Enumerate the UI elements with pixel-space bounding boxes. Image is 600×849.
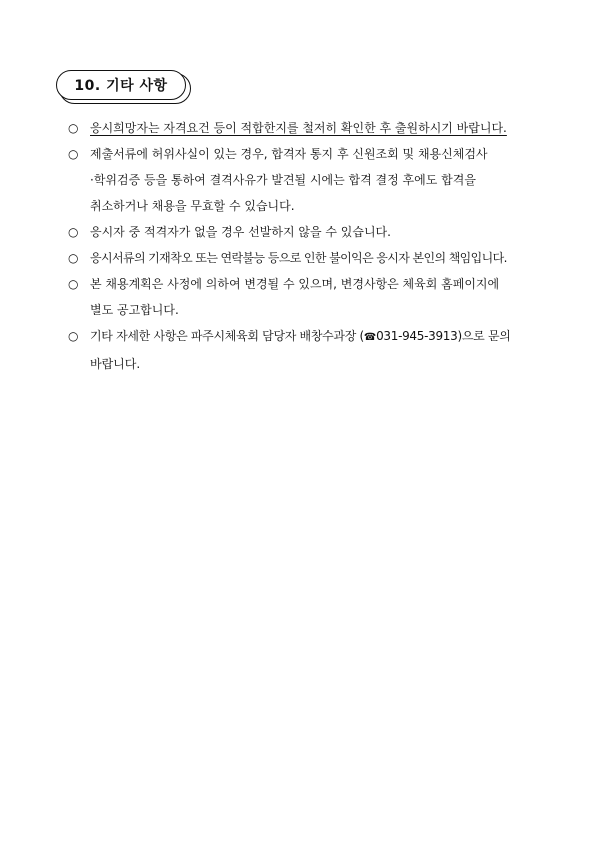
notice-item-no-qualified — [68, 219, 554, 245]
circle-bullet-icon: ○ — [68, 225, 79, 239]
notice-text: 기타 자세한 사항은 파주시체육회 담당자 배창수과장 ( — [90, 329, 364, 343]
notice-contact-line — [90, 323, 554, 351]
circle-bullet-icon: ○ — [68, 121, 79, 135]
notice-text: 취소하거나 채용을 무효할 수 있습니다. — [90, 199, 295, 213]
notice-item-eligibility — [68, 115, 554, 141]
section-header — [56, 70, 192, 104]
notice-text: 본 채용계획은 사정에 의하여 변경될 수 있으며, 변경사항은 체육회 홈페이지에 — [90, 277, 500, 291]
notice-item-plan-change — [68, 271, 554, 323]
circle-bullet-icon: ○ — [68, 147, 79, 161]
notice-text: 바랍니다. — [90, 357, 141, 371]
section-title: 10. 기타 사항 — [56, 70, 186, 100]
notice-list — [68, 115, 554, 377]
notice-text: 응시서류의 기재착오 또는 연락불능 등으로 인한 불이익은 응시자 본인의 책임입니다. — [90, 251, 507, 265]
circle-bullet-icon: ○ — [68, 329, 79, 343]
notice-text: 제출서류에 허위사실이 있는 경우, 합격자 통지 후 신원조회 및 채용신체검사 — [90, 147, 488, 161]
notice-text: ·학위검증 등을 통하여 결격사유가 발견될 시에는 합격 결정 후에도 합격을 — [90, 173, 476, 187]
notice-text: 응시자 중 적격자가 없을 경우 선발하지 않을 수 있습니다. — [90, 225, 391, 239]
notice-item-responsibility — [68, 245, 554, 271]
notice-text: 별도 공고합니다. — [90, 303, 179, 317]
circle-bullet-icon: ○ — [68, 277, 79, 291]
circle-bullet-icon: ○ — [68, 251, 79, 265]
notice-text: 응시희망자는 자격요건 등이 적합한지를 철저히 확인한 후 출원하시기 바랍니다. — [90, 121, 507, 135]
phone-number-text: 031-945-3913)으로 문의 — [376, 329, 511, 343]
phone-icon: ☎ — [363, 332, 377, 343]
notice-item-false-documents — [68, 141, 554, 219]
notice-item-contact — [68, 323, 554, 377]
